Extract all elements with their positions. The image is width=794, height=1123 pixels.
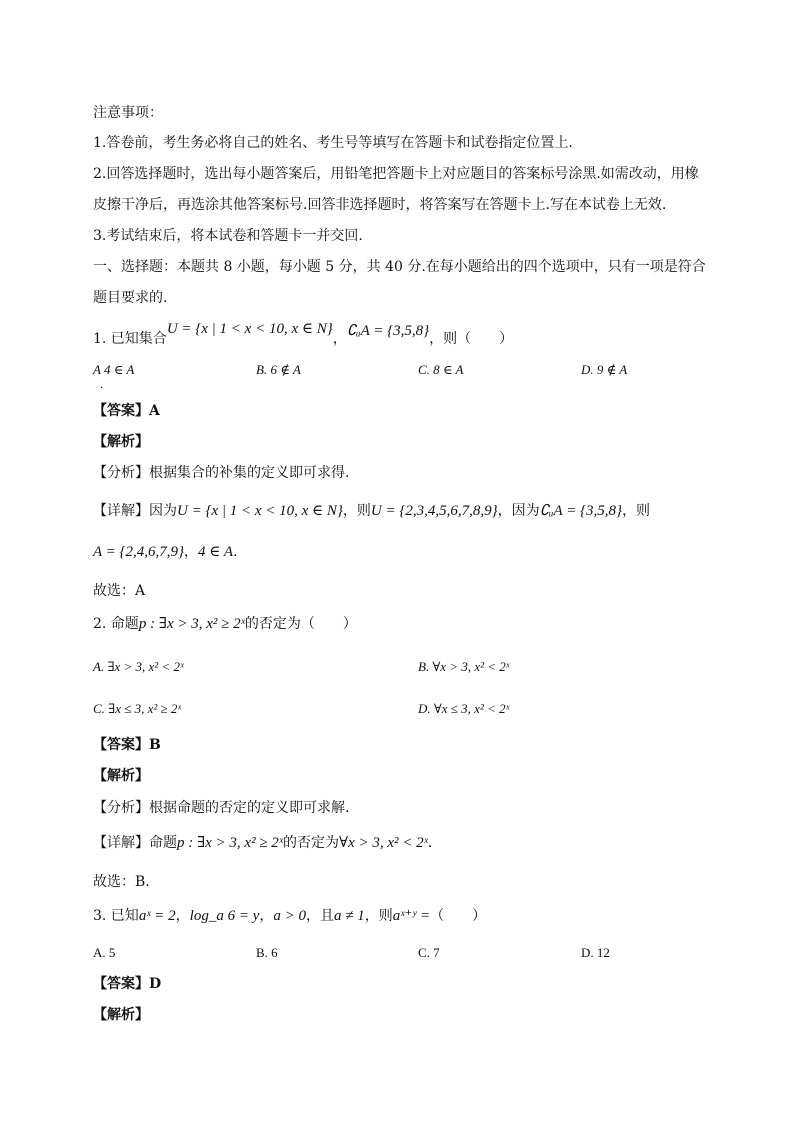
q3-option-c[interactable]: C. 7 [418,945,440,960]
q3-sep-3: ，且 [306,908,334,924]
q2-option-b[interactable]: B. ∀x > 3, x² < 2ˣ [418,659,510,674]
q2-detail-end: . [427,835,433,851]
q2-choose: 故选：B. [93,874,150,890]
q2-stem [93,614,357,634]
q3-expr-4: a ≠ 1 [334,908,365,924]
q3-option-d[interactable]: D. 12 [581,945,610,960]
q1-sep: ， [332,331,347,347]
q3-suffix: （ ） [430,908,487,924]
q1-detail-set-u: U = {x | 1 < x < 10, x ∈ N} [177,503,343,519]
q1-detail-set-u-listed: U = {2,3,4,5,6,7,8,9} [370,503,498,519]
q1-detail-end: ，则 [622,503,651,519]
q1-answer: 【答案】A [93,403,160,419]
q1-detail [93,501,650,521]
q1-analysis-row [93,432,149,452]
q2-fenxi: 【分析】根据命题的否定的定义即可求解. [93,800,350,816]
q3-sep-2: ， [259,908,274,924]
q1-detail-label: 【详解】因为 [93,503,177,519]
q3-answer: 【答案】D [93,976,162,992]
q3-option-a[interactable]: A. 5 [93,945,116,960]
q1-detail-membership: 4 ∈ A [198,544,234,560]
notice-item-3: 3.考试结束后，将本试卷和答题卡一并交回. [93,228,363,244]
q1-choose: 故选：A [93,583,146,599]
q1-fenxi: 【分析】根据集合的补集的定义即可求得. [93,465,350,481]
q1-detail-set-a: A = {2,4,6,7,9} [93,544,185,560]
notice-title: 注意事项： [93,105,163,121]
q1-detail-mid1: ，则 [342,503,371,519]
q1-detail-a-sep: ， [184,544,199,560]
q2-answer: 【答案】B [93,737,161,753]
q3-stem [93,906,486,926]
q1-suffix: ，则（ ） [429,331,514,347]
q2-detail-proposition: p : ∃x > 3, x² ≥ 2ˣ [177,835,284,851]
q2-suffix: 的否定为（ ） [244,616,357,632]
q1-option-b[interactable]: B. 6 ∉ A [256,362,301,377]
q2-option-c[interactable]: C. ∃x ≤ 3, x² ≥ 2ˣ [93,701,182,716]
q1-answer-row [93,401,160,421]
q1-option-a[interactable]: A 4 ∈ A [93,362,135,377]
q2-option-d[interactable]: D. ∀x ≤ 3, x² < 2ˣ [418,701,510,716]
q1-stem [93,321,514,349]
section-heading-line-2: 题目要求的. [93,290,168,306]
q2-analysis-row [93,766,149,786]
q2-answer-row [93,735,161,755]
q3-expr-3: a > 0 [273,908,306,924]
q3-option-b[interactable]: B. 6 [256,945,278,960]
notice-item-1: 1.答卷前，考生务必将自己的姓名、考生号等填写在答题卡和试卷指定位置上. [93,135,573,151]
q3-expr-5: aˣ⁺ʸ = [392,908,431,924]
q3-prefix: 3. 已知 [93,908,139,924]
q3-answer-row [93,974,161,994]
q3-expr-2: log_a 6 = y [189,908,260,924]
q2-detail-mid: 的否定为 [283,835,340,851]
q2-detail-label: 【详解】命题 [93,835,177,851]
notice-item-2-line-1: 2.回答选择题时，选出每小题答案后，用铅笔把答题卡上对应题目的答案标号涂黑.如需改动，用橡 [93,166,699,182]
q1-option-c[interactable]: C. 8 ∈ A [418,362,464,377]
q3-analysis-row [93,1005,149,1025]
q2-proposition: p : ∃x > 3, x² ≥ 2ˣ [138,616,245,632]
q1-prefix: 1. 已知集合 [93,331,167,347]
stray-dot-mark: · [100,383,104,394]
q3-expr-1: aˣ = 2 [138,908,176,924]
q1-detail-mid2: ，因为 [497,503,540,519]
q2-detail [93,833,432,853]
notice-item-2-line-2: 皮擦干净后，再选涂其他答案标号.回答非选择题时，将答案写在答题卡上.写在本试卷上无效. [93,197,667,213]
q1-detail-complement: ∁ᵤA = {3,5,8} [539,503,623,519]
q1-set-u: U = {x | 1 < x < 10, x ∈ N} [166,321,333,337]
q3-sep-4: ，则 [364,908,393,924]
q3-sep-1: ， [175,908,190,924]
q2-prefix: 2. 命题 [93,616,139,632]
q1-detail-result [93,542,237,562]
q2-detail-negation: ∀x > 3, x² < 2ˣ [339,835,428,851]
section-heading-line-1: 一、选择题：本题共 8 小题，每小题 5 分，共 40 分.在每小题给出的四个选项中，只有一项是符合 [93,259,706,275]
q1-detail-a-end: . [233,544,238,560]
q3-analysis: 【解析】 [93,1007,149,1023]
q1-analysis: 【解析】 [93,434,149,450]
q1-complement: ∁ᵤA = {3,5,8} [346,323,430,339]
q1-option-d[interactable]: D. 9 ∉ A [581,362,628,377]
q2-option-a[interactable]: A. ∃x > 3, x² < 2ˣ [93,659,184,674]
q2-analysis: 【解析】 [93,768,149,784]
